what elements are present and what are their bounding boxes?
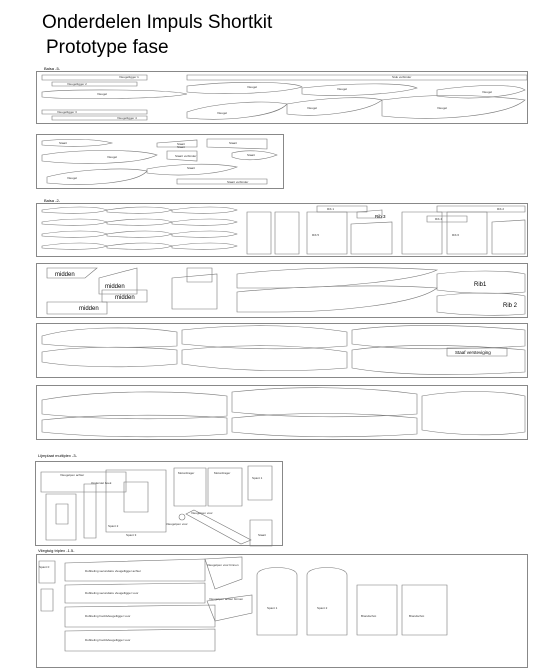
svg-text:Staart: Staart bbox=[247, 153, 256, 157]
section-label-multiplex: Lijmplaat multiplex -3- bbox=[38, 453, 77, 458]
panel-balsa-5b bbox=[36, 134, 284, 189]
svg-text:Brandschot: Brandschot bbox=[409, 614, 425, 618]
svg-text:Motordrager: Motordrager bbox=[214, 471, 231, 475]
section-label-balsa-5: Balsa -5- bbox=[44, 66, 61, 71]
parts-sheet-8 bbox=[37, 555, 529, 669]
svg-text:Staart verbinder: Staart verbinder bbox=[227, 180, 249, 184]
section-label-triplex: Vliegtuig triplex -1.5- bbox=[38, 548, 75, 553]
svg-text:Motordrager: Motordrager bbox=[178, 471, 195, 475]
svg-text:Spant 2: Spant 2 bbox=[317, 606, 328, 610]
svg-text:Staart: Staart bbox=[187, 166, 196, 170]
svg-text:Vleugel: Vleugel bbox=[217, 111, 228, 115]
svg-text:Vleugelligger 3: Vleugelligger 3 bbox=[57, 110, 77, 114]
svg-text:Spant 1: Spant 1 bbox=[267, 606, 278, 610]
svg-text:Stuk verbinder: Stuk verbinder bbox=[392, 75, 412, 79]
panel-reinforcement bbox=[36, 323, 528, 378]
svg-text:Rib 2: Rib 2 bbox=[503, 303, 518, 309]
section-label-balsa-2: Balsa -2- bbox=[44, 198, 61, 203]
svg-text:Dubbeling hoofdvleugelligger v: Dubbeling hoofdvleugelligger voor bbox=[85, 614, 131, 618]
svg-text:Rib 2: Rib 2 bbox=[497, 207, 505, 211]
svg-text:Dubbeling secundaire vleugelli: Dubbeling secundaire vleugelligger voor bbox=[85, 591, 139, 595]
page-subtitle: Prototype fase bbox=[46, 37, 169, 58]
svg-text:Vleugel: Vleugel bbox=[247, 85, 258, 89]
svg-text:Spant 3: Spant 3 bbox=[126, 533, 137, 537]
svg-text:Vleugel: Vleugel bbox=[307, 106, 318, 110]
svg-text:midden: midden bbox=[79, 306, 99, 312]
svg-text:Staart: Staart bbox=[59, 141, 68, 145]
parts-sheet-2 bbox=[37, 135, 285, 190]
parts-sheet-7 bbox=[36, 462, 284, 547]
svg-text:Vleugel: Vleugel bbox=[67, 176, 78, 180]
svg-text:Vleugelligger 1: Vleugelligger 1 bbox=[119, 75, 139, 79]
svg-text:Spant 1: Spant 1 bbox=[252, 476, 263, 480]
svg-text:Staart: Staart bbox=[258, 533, 267, 537]
parts-sheet-4 bbox=[37, 264, 529, 319]
svg-text:midden: midden bbox=[55, 272, 75, 278]
svg-text:Staaf versteviging: Staaf versteviging bbox=[455, 350, 491, 355]
svg-text:Rib 6: Rib 6 bbox=[452, 233, 460, 237]
svg-text:midden: midden bbox=[105, 284, 125, 290]
svg-text:Vleugelpen voor: Vleugelpen voor bbox=[191, 511, 213, 515]
parts-sheet-5 bbox=[37, 324, 529, 379]
parts-sheet-3 bbox=[37, 204, 529, 258]
panel-balsa-2 bbox=[36, 203, 528, 257]
svg-text:Spant 0: Spant 0 bbox=[39, 565, 50, 569]
svg-text:Rib 1: Rib 1 bbox=[327, 207, 335, 211]
svg-text:Vleugelpen achter: Vleugelpen achter bbox=[60, 473, 85, 477]
svg-text:Staart verbinder: Staart verbinder bbox=[175, 154, 197, 158]
svg-text:Vleugelpen achter binnen: Vleugelpen achter binnen bbox=[209, 597, 244, 601]
svg-text:Vleugel: Vleugel bbox=[97, 92, 108, 96]
svg-text:Vleugel: Vleugel bbox=[337, 87, 348, 91]
svg-text:Vleugelpen voor: Vleugelpen voor bbox=[166, 522, 188, 526]
svg-text:Staart: Staart bbox=[177, 145, 186, 149]
panel-ribs bbox=[36, 263, 528, 318]
parts-sheet-1 bbox=[37, 72, 529, 125]
parts-sheet-6 bbox=[37, 386, 529, 441]
svg-text:Rib 3: Rib 3 bbox=[375, 214, 386, 219]
svg-text:Staart: Staart bbox=[229, 141, 238, 145]
panel-multiplex bbox=[35, 461, 283, 546]
svg-text:Vleugelligger 2: Vleugelligger 2 bbox=[67, 82, 87, 86]
svg-text:Spant 2: Spant 2 bbox=[108, 524, 119, 528]
svg-text:Rib 4: Rib 4 bbox=[435, 217, 443, 221]
svg-text:Dubbeling secundaire vleugelli: Dubbeling secundaire vleugelligger achter bbox=[85, 569, 141, 573]
svg-text:Rib1: Rib1 bbox=[474, 282, 487, 288]
svg-text:Staart: Staart bbox=[177, 142, 186, 146]
svg-text:Brandschot: Brandschot bbox=[361, 614, 377, 618]
svg-text:Onderstel boek: Onderstel boek bbox=[91, 481, 112, 485]
svg-text:Rib 5: Rib 5 bbox=[312, 233, 320, 237]
svg-text:Vleugel: Vleugel bbox=[482, 90, 493, 94]
page-title: Onderdelen Impuls Shortkit bbox=[42, 12, 273, 33]
svg-text:Vleugel: Vleugel bbox=[437, 106, 448, 110]
svg-text:midden: midden bbox=[115, 295, 135, 301]
svg-text:Vleugel: Vleugel bbox=[107, 155, 118, 159]
svg-text:Dubbeling hoofdvleugelligger v: Dubbeling hoofdvleugelligger voor bbox=[85, 638, 131, 642]
svg-text:Vleugelligger 4: Vleugelligger 4 bbox=[117, 116, 137, 120]
panel-triplex bbox=[36, 554, 528, 668]
panel-ribs-2 bbox=[36, 385, 528, 440]
panel-balsa-5 bbox=[36, 71, 528, 124]
svg-text:Vleugelpen voor binnen: Vleugelpen voor binnen bbox=[207, 563, 239, 567]
